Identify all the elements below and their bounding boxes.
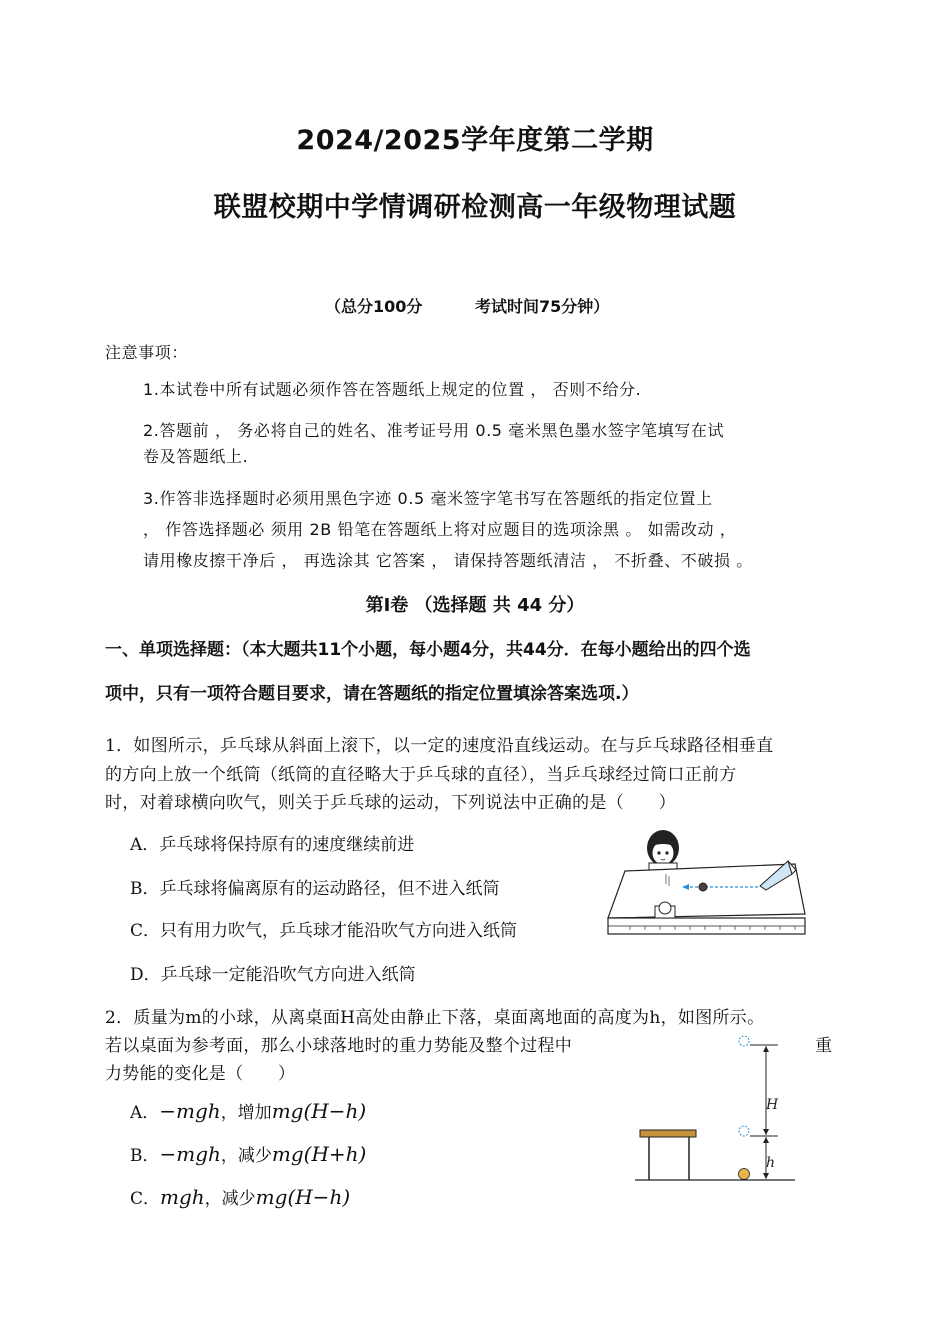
q2-option-b [130, 1141, 366, 1166]
q2-option-c-mid: ，减少 [204, 1189, 256, 1209]
q2-stem-line2-tail: 重 [815, 1036, 833, 1056]
q2-figure-falling-ball [630, 1030, 800, 1186]
q2-option-b-label: B． [130, 1146, 160, 1166]
section1-instructions-line2: 项中，只有一项符合题目要求，请在答题纸的指定位置填涂答案选项.） [105, 684, 639, 704]
q2-option-b-expr: mg(H+h) [271, 1142, 367, 1166]
notice-item-3-line2: ， 作答选择题必 须用 2B 铅笔在答题纸上将对应题目的选项涂黑 。 如需改动 ， [143, 520, 737, 539]
q1-option-d: D．乒乓球一定能沿吹气方向进入纸筒 [130, 965, 416, 985]
q1-stem-line3: 时，对着球横向吹气，则关于乒乓球的运动，下列说法中正确的是（ ） [105, 793, 676, 813]
q1-option-b: B．乒乓球将偏离原有的运动路径，但不进入纸筒 [130, 879, 500, 899]
q1-stem-line2: 的方向上放一个纸筒（纸筒的直径略大于乒乓球的直径），当乒乓球经过筒口正前方 [105, 765, 737, 785]
q2-stem-line3: 力势能的变化是（ ） [105, 1064, 296, 1084]
exam-title-line1: 2024/2025学年度第二学期 [296, 125, 654, 156]
q2-option-a-mid: ，增加 [220, 1103, 272, 1123]
exam-time: 考试时间75分钟） [475, 297, 610, 316]
q2-option-a [130, 1098, 366, 1123]
ping-pong-ball-icon [699, 883, 707, 891]
q1-figure-ping-pong-table [600, 826, 815, 938]
ball-start-icon [739, 1036, 749, 1046]
ball-ground-icon [739, 1169, 750, 1180]
label-H: H [766, 1097, 779, 1113]
notice-item-3-line1: 3.作答非选择题时必须用黑色字迹 0.5 毫米签字笔书写在答题纸的指定位置上 [143, 489, 713, 508]
q2-option-b-value: −mgh [159, 1142, 221, 1166]
ball-table-level-icon [739, 1126, 749, 1136]
q2-option-a-value: −mgh [159, 1099, 221, 1123]
q1-option-c: C．只有用力吹气，乒乓球才能沿吹气方向进入纸筒 [130, 921, 518, 941]
part1-heading: 第Ⅰ卷 （选择题 共 44 分） [365, 595, 585, 616]
table-icon [640, 1130, 696, 1180]
q2-stem-line1: 2．质量为m的小球，从离桌面H高处由静止下落，桌面离地面的高度为h，如图所示。 [105, 1008, 765, 1028]
exam-title-line2: 联盟校期中学情调研检测高一年级物理试题 [213, 192, 737, 223]
q1-stem-line1: 1．如图所示，乒乓球从斜面上滚下，以一定的速度沿直线运动。在与乒乓球路径相垂直 [105, 736, 774, 756]
girl-icon [647, 830, 679, 871]
section1-instructions-line1: 一、单项选择题：（本大题共11个小题，每小题4分，共44分．在每小题给出的四个选 [105, 640, 751, 660]
q1-option-a: A．乒乓球将保持原有的速度继续前进 [130, 835, 415, 855]
q2-option-a-expr: mg(H−h) [271, 1099, 367, 1123]
q2-option-c-value: mgh [160, 1185, 205, 1209]
notice-heading: 注意事项： [105, 343, 189, 362]
notice-item-3-line3: 请用橡皮擦干净后 ， 再选涂其 它答案 ， 请保持答题纸清洁 ， 不折叠、不破损 。 [143, 551, 753, 570]
notice-item-1: 1.本试卷中所有试题必须作答在答题纸上规定的位置 ， 否则不给分. [143, 380, 642, 399]
notice-item-2-line2: 卷及答题纸上. [143, 447, 249, 466]
total-score: （总分100分 [325, 297, 423, 316]
q2-option-c-label: C． [130, 1189, 161, 1209]
q2-option-c-expr: mg(H−h) [255, 1185, 351, 1209]
q2-option-a-label: A． [130, 1103, 160, 1123]
notice-item-2-line1: 2.答题前 ， 务必将自己的姓名、准考证号用 0.5 毫米黑色墨水签字笔填写在试 [143, 421, 725, 440]
label-h: h [766, 1155, 776, 1171]
q2-option-c [130, 1184, 350, 1209]
q2-option-b-mid: ，减少 [220, 1146, 272, 1166]
q2-stem-line2: 若以桌面为参考面，那么小球落地时的重力势能及整个过程中 [105, 1036, 573, 1056]
